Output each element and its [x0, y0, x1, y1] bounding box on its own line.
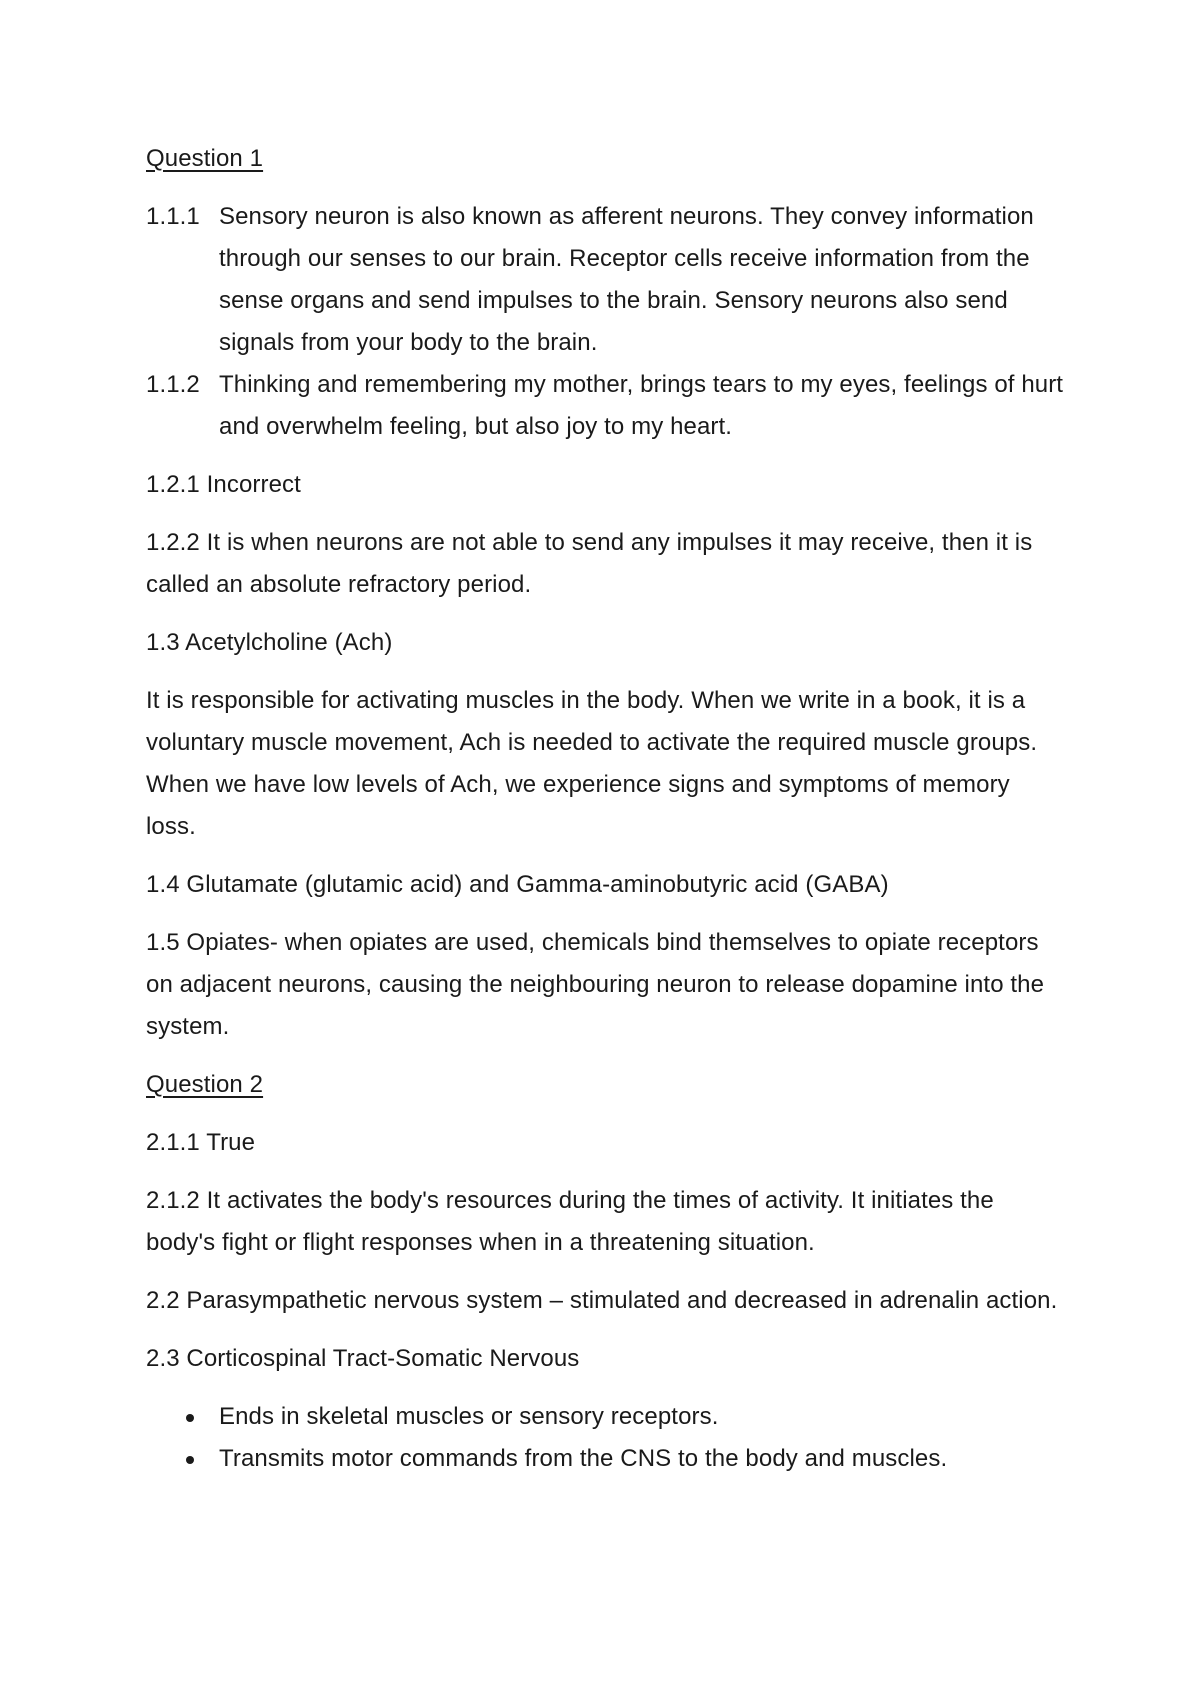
answer-1-3-body: It is responsible for activating muscles in the body. When we write in a book, it is a voluntary muscle movement, Ach is needed to activate the required muscle groups. When we have low levels of Ach, we experience signs and symptoms of memory loss. — [146, 687, 1038, 840]
list-item — [146, 1396, 1066, 1438]
answer-2-1-1: 2.1.1 True — [146, 1129, 256, 1156]
bullet-icon — [146, 1396, 219, 1438]
document-body — [146, 138, 1066, 1496]
bullet-list — [146, 1396, 1066, 1480]
question-2-heading: Question 2 — [146, 1071, 264, 1098]
answer-1-4: 1.4 Glutamate (glutamic acid) and Gamma-aminobutyric acid (GABA) — [146, 871, 889, 898]
answer-1-3: 1.3 Acetylcholine (Ach) — [146, 629, 393, 656]
item-number: 1.1.1 — [146, 203, 200, 230]
bullet-icon — [146, 1438, 219, 1480]
item-number: 1.1.2 — [146, 371, 200, 398]
answer-2-2: 2.2 Parasympathetic nervous system – stimulated and decreased in adrenalin action. — [146, 1287, 1058, 1314]
answer-1-5: 1.5 Opiates- when opiates are used, chemicals bind themselves to opiate receptors on adjacent neurons, causing the neighbouring neuron to release dopamine into the system. — [146, 929, 1045, 1040]
item-text: Thinking and remembering my mother, brings tears to my eyes, feelings of hurt and overwhelm feeling, but also joy to my heart. — [219, 371, 1064, 440]
answer-2-1-2: 2.1.2 It activates the body's resources during the times of activity. It initiates the body's fight or flight responses when in a threatening situation. — [146, 1187, 994, 1256]
list-item — [146, 1438, 1066, 1480]
list-item-text: Ends in skeletal muscles or sensory receptors. — [219, 1403, 719, 1430]
answer-1-2-1: 1.2.1 Incorrect — [146, 471, 301, 498]
question-1-heading: Question 1 — [146, 145, 264, 172]
list-item-text: Transmits motor commands from the CNS to the body and muscles. — [219, 1445, 948, 1472]
answer-1-1-1 — [146, 196, 1066, 364]
answer-2-3: 2.3 Corticospinal Tract-Somatic Nervous — [146, 1345, 580, 1372]
item-text: Sensory neuron is also known as afferent neurons. They convey information through our senses to our brain. Receptor cells receive information from the sense organs and send impulses to the brain. Sensory neurons also send signals from your body to the brain. — [219, 203, 1034, 356]
answer-1-2-2: 1.2.2 It is when neurons are not able to send any impulses it may receive, then it is called an absolute refractory period. — [146, 529, 1033, 598]
answer-1-1-2 — [146, 364, 1066, 448]
